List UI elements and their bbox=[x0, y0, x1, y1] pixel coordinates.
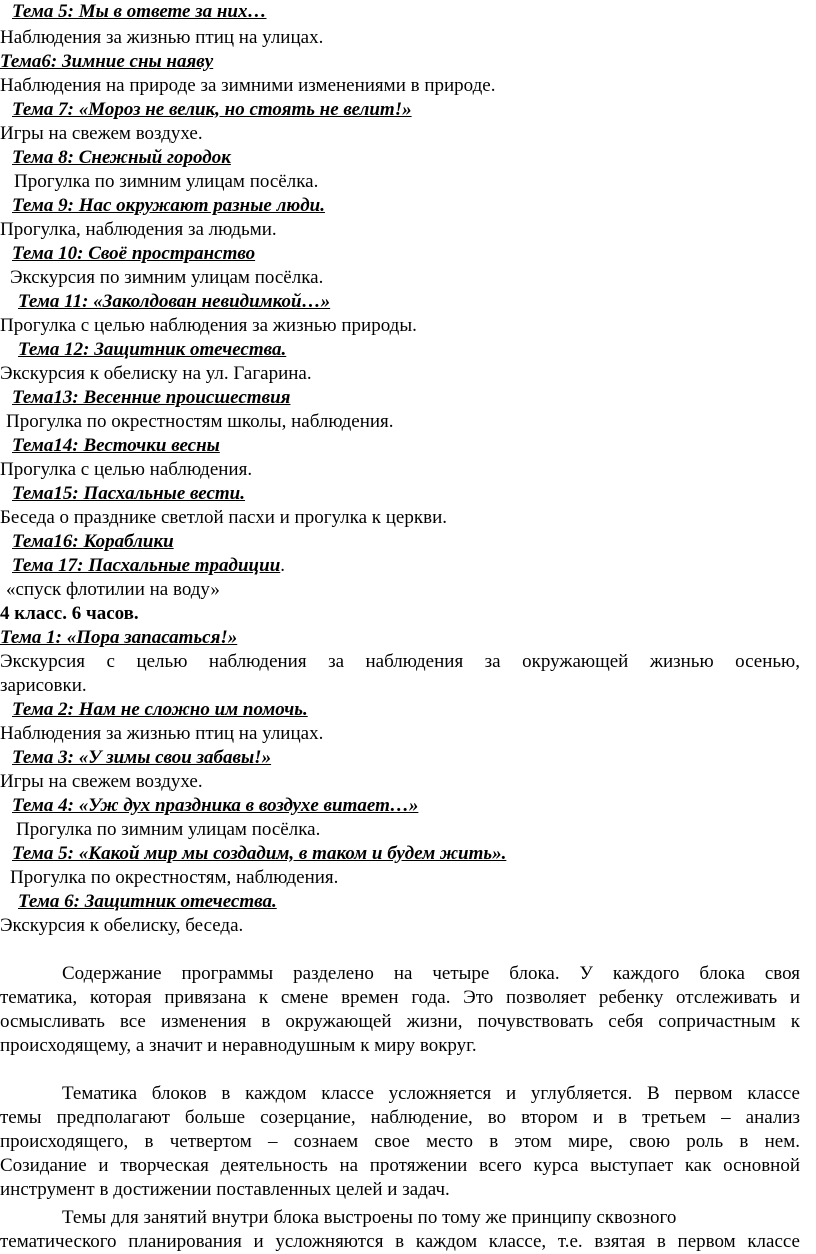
topic-description: Игры на свежем воздухе. bbox=[0, 123, 203, 144]
paragraph-line: тематика, которая привязана к смене времен года. Это позволяет ребенку отслеживать и bbox=[0, 987, 800, 1008]
topic-heading: Тема 2: Нам не сложно им помочь. bbox=[12, 699, 308, 720]
topic-description: Прогулка по окрестностям, наблюдения. bbox=[10, 867, 339, 888]
topic-heading-with-suffix bbox=[12, 554, 285, 578]
topic-description: Экскурсия по зимним улицам посёлка. bbox=[10, 267, 324, 288]
topic-heading: Тема 17: Пасхальные традиции bbox=[12, 555, 281, 576]
topic-heading: Тема16: Кораблики bbox=[12, 531, 174, 552]
topic-heading: Тема 4: «Уж дух праздника в воздухе витает…» bbox=[12, 795, 419, 816]
topic-heading: Тема15: Пасхальные вести. bbox=[12, 483, 246, 504]
paragraph-line: темы предполагают больше созерцание, наблюдение, во втором и в третьем – анализ bbox=[0, 1107, 800, 1128]
paragraph-line: происходящему, а значит и неравнодушным к миру вокруг. bbox=[0, 1035, 477, 1056]
topic-heading: Тема 5: Мы в ответе за них… bbox=[12, 1, 267, 22]
topic-heading: Тема 10: Своё пространство bbox=[12, 243, 256, 264]
paragraph-line: Созидание и творческая деятельность на протяжении всего курса выступает как основной bbox=[0, 1155, 800, 1176]
topic-description: Прогулка по зимним улицам посёлка. bbox=[14, 171, 319, 192]
topic-description: Наблюдения за жизнью птиц на улицах. bbox=[0, 723, 324, 744]
paragraph-line: Темы для занятий внутри блока выстроены по тому же принципу сквозного bbox=[62, 1207, 677, 1228]
topic-suffix: . bbox=[280, 555, 286, 576]
topic-description: зарисовки. bbox=[0, 675, 87, 696]
topic-description: Прогулка по зимним улицам посёлка. bbox=[16, 819, 321, 840]
topic-description: Экскурсия к обелиску на ул. Гагарина. bbox=[0, 363, 312, 384]
topic-heading: Тема 1: «Пора запасаться!» bbox=[0, 627, 238, 648]
topic-description: Прогулка с целью наблюдения за жизнью природы. bbox=[0, 315, 417, 336]
topic-heading: Тема 6: Защитник отечества. bbox=[18, 891, 277, 912]
topic-heading: Тема13: Весенние происшествия bbox=[12, 387, 291, 408]
paragraph-line: Содержание программы разделено на четыре блока. У каждого блока своя bbox=[62, 963, 800, 984]
topic-description: Наблюдения на природе за зимними изменениями в природе. bbox=[0, 75, 496, 96]
topic-description: Экскурсия с целью наблюдения за наблюдения за окружающей жизнью осенью, bbox=[0, 651, 800, 672]
topic-description: Наблюдения за жизнью птиц на улицах. bbox=[0, 27, 324, 48]
topic-heading: Тема 9: Нас окружают разные люди. bbox=[12, 195, 325, 216]
topic-heading: Тема 12: Защитник отечества. bbox=[18, 339, 287, 360]
grade-heading: 4 класс. 6 часов. bbox=[0, 603, 139, 624]
paragraph-line: Тематика блоков в каждом классе усложняется и углубляется. В первом классе bbox=[62, 1083, 800, 1104]
topic-heading: Тема 5: «Какой мир мы создадим, в таком и будем жить». bbox=[12, 843, 507, 864]
paragraph-line: происходящего, в четвертом – сознаем свое место в этом мире, свою роль в нем. bbox=[0, 1131, 800, 1152]
topic-heading: Тема6: Зимние сны наяву bbox=[0, 51, 214, 72]
topic-heading: Тема 3: «У зимы свои забавы!» bbox=[12, 747, 272, 768]
topic-heading: Тема 8: Снежный городок bbox=[12, 147, 231, 168]
topic-heading: Тема 11: «Заколдован невидимкой…» bbox=[18, 291, 331, 312]
topic-description: Беседа о празднике светлой пасхи и прогулка к церкви. bbox=[0, 507, 447, 528]
paragraph-line: тематического планирования и усложняются в каждом классе, т.е. взятая в первом классе bbox=[0, 1231, 800, 1252]
topic-heading: Тема 7: «Мороз не велик, но стоять не велит!» bbox=[12, 99, 412, 120]
topic-description: «спуск флотилии на воду» bbox=[6, 579, 220, 600]
paragraph-line: осмысливать все изменения в окружающей жизни, почувствовать себя сопричастным к bbox=[0, 1011, 800, 1032]
paragraph-line: инструмент в достижении поставленных целей и задач. bbox=[0, 1179, 450, 1200]
topic-description: Прогулка, наблюдения за людьми. bbox=[0, 219, 277, 240]
topic-description: Прогулка по окрестностям школы, наблюдения. bbox=[6, 411, 394, 432]
topic-description: Прогулка с целью наблюдения. bbox=[0, 459, 253, 480]
topic-description: Экскурсия к обелиску, беседа. bbox=[0, 915, 244, 936]
topic-description: Игры на свежем воздухе. bbox=[0, 771, 203, 792]
topic-heading: Тема14: Весточки весны bbox=[12, 435, 220, 456]
